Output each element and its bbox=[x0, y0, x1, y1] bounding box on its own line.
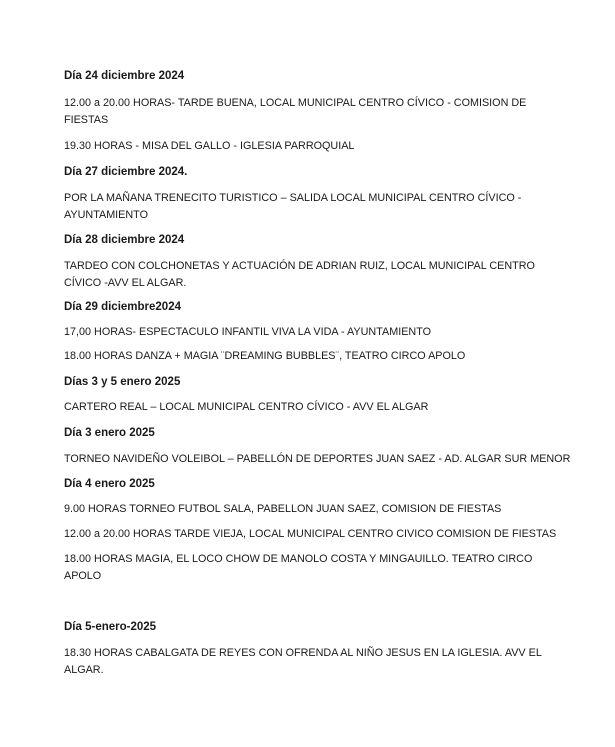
section-heading: Día 29 diciembre2024 bbox=[64, 301, 181, 313]
section-heading: Día 24 diciembre 2024 bbox=[64, 70, 185, 82]
event-entry: 18.00 HORAS MAGIA, EL LOCO CHOW DE MANOLO COSTA Y MINGAUILLO. TEATRO CIRCO APOLO bbox=[64, 553, 533, 582]
event-entry: 12.00 a 20.00 HORAS TARDE VIEJA, LOCAL MUNICIPAL CENTRO CIVICO COMISION DE FIESTAS bbox=[64, 528, 557, 540]
event-entry: POR LA MAÑANA TRENECITO TURISTICO – SALIDA LOCAL MUNICIPAL CENTRO CÍVICO - AYUNTAMIENTO bbox=[64, 192, 522, 221]
event-entry: 12.00 a 20.00 HORAS- TARDE BUENA, LOCAL MUNICIPAL CENTRO CÍVICO - COMISION DE FIESTAS bbox=[64, 97, 527, 126]
event-entry: 19.30 HORAS - MISA DEL GALLO - IGLESIA PARROQUIAL bbox=[64, 140, 355, 152]
event-entry: TARDEO CON COLCHONETAS Y ACTUACIÓN DE ADRIAN RUIZ, LOCAL MUNICIPAL CENTRO CÍVICO -AVV EL ALGAR. bbox=[64, 260, 535, 289]
section-heading: Día 4 enero 2025 bbox=[64, 478, 155, 490]
section-heading: Día 5-enero-2025 bbox=[64, 621, 157, 633]
event-entry: 18.30 HORAS CABALGATA DE REYES CON OFRENDA AL NIÑO JESUS EN LA IGLESIA. AVV EL ALGAR. bbox=[64, 647, 542, 676]
event-entry: 18.00 HORAS DANZA + MAGIA ¨DREAMING BUBBLES¨, TEATRO CIRCO APOLO bbox=[64, 350, 466, 362]
section-heading: Día 27 diciembre 2024. bbox=[64, 166, 188, 178]
event-entry: 17,00 HORAS- ESPECTACULO INFANTIL VIVA LA VIDA - AYUNTAMIENTO bbox=[64, 326, 431, 338]
section-heading: Días 3 y 5 enero 2025 bbox=[64, 376, 181, 388]
event-entry: CARTERO REAL – LOCAL MUNICIPAL CENTRO CÍVICO - AVV EL ALGAR bbox=[64, 401, 429, 413]
event-entry: 9.00 HORAS TORNEO FUTBOL SALA, PABELLON JUAN SAEZ, COMISION DE FIESTAS bbox=[64, 503, 502, 515]
section-heading: Día 28 diciembre 2024 bbox=[64, 234, 185, 246]
event-entry: TORNEO NAVIDEÑO VOLEIBOL – PABELLÓN DE DEPORTES JUAN SAEZ - AD. ALGAR SUR MENOR bbox=[64, 453, 571, 465]
section-heading: Día 3 enero 2025 bbox=[64, 427, 155, 439]
